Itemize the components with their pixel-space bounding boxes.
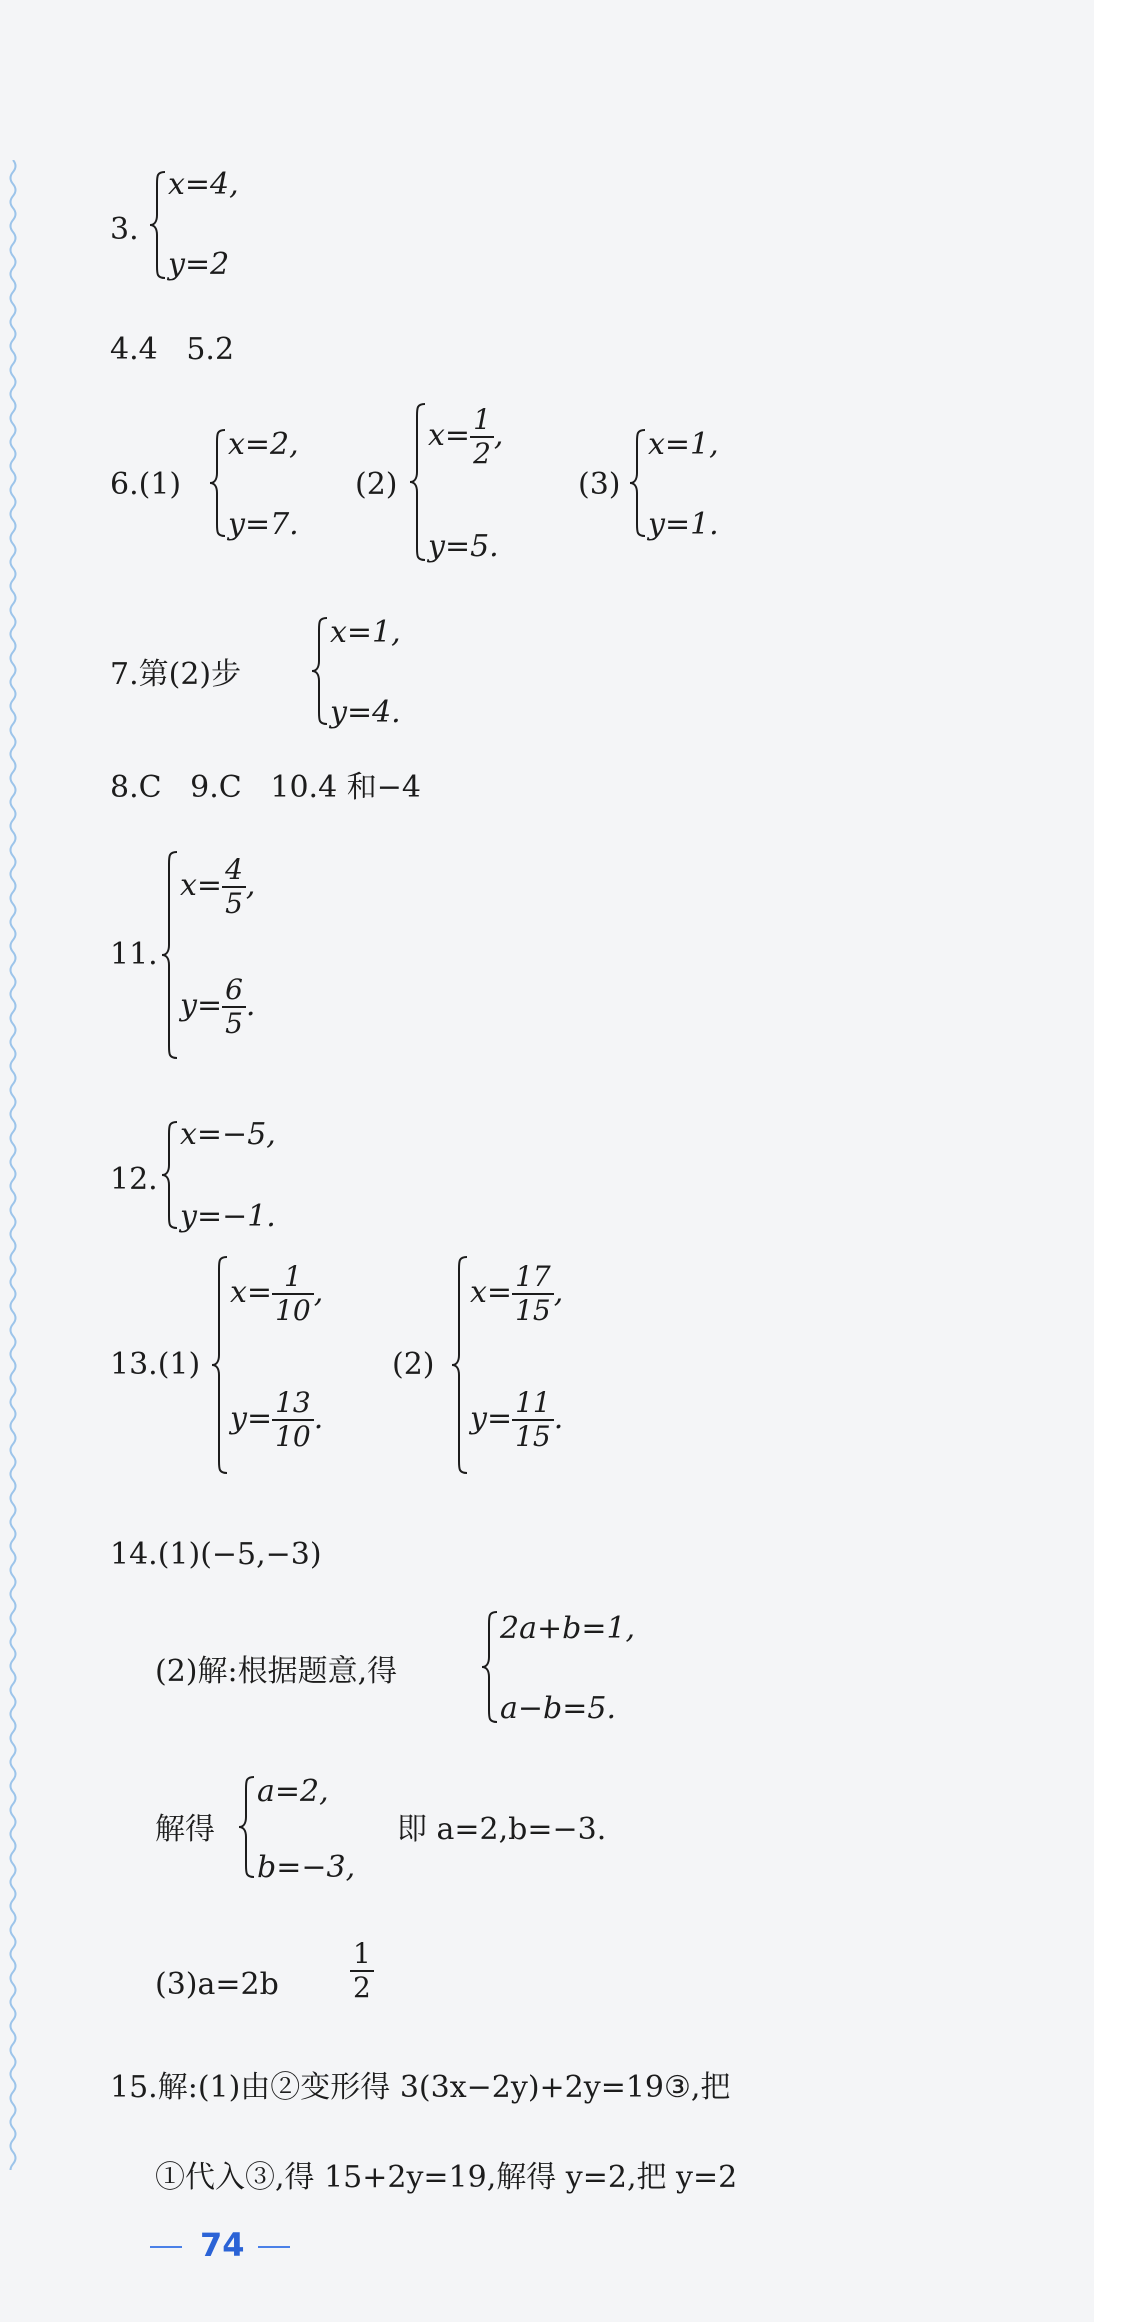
denominator: 15 [512, 1419, 554, 1451]
fraction [512, 1386, 554, 1453]
fraction [272, 1386, 314, 1453]
left-brace [148, 170, 168, 280]
equation-x-lhs: x= [230, 1275, 273, 1310]
equation-x: x=−5, [180, 1117, 276, 1152]
left-brace [160, 850, 180, 1060]
denominator: 2 [470, 436, 494, 468]
equation-x [180, 853, 256, 920]
equation-y-lhs: y= [180, 988, 223, 1023]
fraction-value [350, 1937, 374, 2004]
left-brace [210, 1255, 230, 1475]
fraction [470, 403, 494, 470]
equation-y-tail: . [313, 1401, 324, 1436]
denominator: 15 [512, 1293, 554, 1325]
equation-y [180, 973, 256, 1040]
equation-a: a=2, [257, 1774, 329, 1809]
fraction [272, 1260, 314, 1327]
left-brace [450, 1255, 470, 1475]
equation-y [230, 1386, 324, 1453]
numerator: 11 [515, 1386, 551, 1419]
answer-4-5: 4.4 5.2 [110, 332, 235, 367]
denominator: 5 [222, 1006, 246, 1038]
left-brace [237, 1775, 257, 1880]
solve-label: 解得 [155, 1812, 215, 1847]
answer-15-line-1: 15.解:(1)由②变形得 3(3x−2y)+2y=19③,把 [110, 2070, 731, 2105]
numerator: 17 [515, 1260, 551, 1293]
equation-x [428, 403, 504, 470]
left-brace [480, 1610, 500, 1725]
answer-14-part-1: 14.(1)(−5,−3) [110, 1537, 322, 1572]
equation-x-tail: , [245, 868, 256, 903]
equation-2: a−b=5. [500, 1691, 616, 1726]
denominator: 10 [272, 1293, 314, 1325]
answer-label: 12. [110, 1162, 158, 1197]
part-text: (3)a=2b [155, 1967, 279, 2002]
equation-x: x=1, [330, 615, 401, 650]
equation-y: y=7. [228, 507, 299, 542]
equation-y-tail: . [245, 988, 256, 1023]
equation-x [470, 1260, 564, 1327]
equation-x-tail: , [313, 1275, 324, 1310]
answer-label: 3. [110, 212, 139, 247]
answer-label: 6.(1) [110, 467, 182, 502]
numerator: 4 [225, 853, 243, 886]
answer-label: 13.(1) [110, 1347, 201, 1382]
page-number-dash-left [150, 2246, 182, 2248]
page-number-dash-right [258, 2246, 290, 2248]
part-label: (2) [392, 1347, 435, 1382]
numerator: 1 [473, 403, 491, 436]
equation-y: y=4. [330, 695, 401, 730]
equation-y-tail: . [553, 1401, 564, 1436]
wavy-margin-line [6, 160, 20, 2170]
equation-y-lhs: y= [470, 1401, 513, 1436]
equation-1: 2a+b=1, [500, 1611, 636, 1646]
equation-b: b=−3, [257, 1850, 356, 1885]
equation-x [230, 1260, 324, 1327]
answer-label: 7.第(2)步 [110, 657, 242, 692]
part-label: (3) [578, 467, 621, 502]
answer-8-10: 8.C 9.C 10.4 和−4 [110, 770, 421, 805]
equation-x-lhs: x= [470, 1275, 513, 1310]
equation-x: x=2, [228, 427, 299, 462]
equation-x: x=4, [168, 167, 239, 202]
numerator: 6 [225, 973, 243, 1006]
equation-y: y=5. [428, 529, 499, 564]
equation-y-lhs: y= [230, 1401, 273, 1436]
equation-x: x=1, [648, 427, 719, 462]
left-brace [628, 428, 648, 538]
page-number: 74 [200, 2226, 245, 2264]
part-label: (2) [355, 467, 398, 502]
fraction [222, 973, 246, 1040]
equation-x-lhs: x= [180, 868, 223, 903]
answer-15-line-2: ①代入③,得 15+2y=19,解得 y=2,把 y=2 [155, 2160, 738, 2195]
equation-x-lhs: x= [428, 418, 471, 453]
denominator: 5 [222, 886, 246, 918]
equation-y: y=−1. [180, 1199, 276, 1234]
left-brace [310, 616, 330, 726]
numerator: 1 [283, 1260, 302, 1293]
part-text: (2)解:根据题意,得 [155, 1654, 398, 1689]
fraction [512, 1260, 554, 1327]
equation-y: y=2 [168, 247, 230, 282]
left-brace [160, 1120, 180, 1230]
answer-label: 11. [110, 937, 158, 972]
numerator: 1 [353, 1937, 371, 1970]
fraction [350, 1937, 374, 2004]
equation-x-tail: , [493, 418, 504, 453]
left-brace [208, 428, 228, 538]
equation-x-tail: , [553, 1275, 564, 1310]
denominator: 10 [272, 1419, 314, 1451]
denominator: 2 [350, 1970, 374, 2002]
fraction [222, 853, 246, 920]
solve-tail: 即 a=2,b=−3. [397, 1812, 607, 1847]
equation-y [470, 1386, 564, 1453]
left-brace [408, 402, 428, 562]
numerator: 13 [275, 1386, 311, 1419]
equation-y: y=1. [648, 507, 719, 542]
